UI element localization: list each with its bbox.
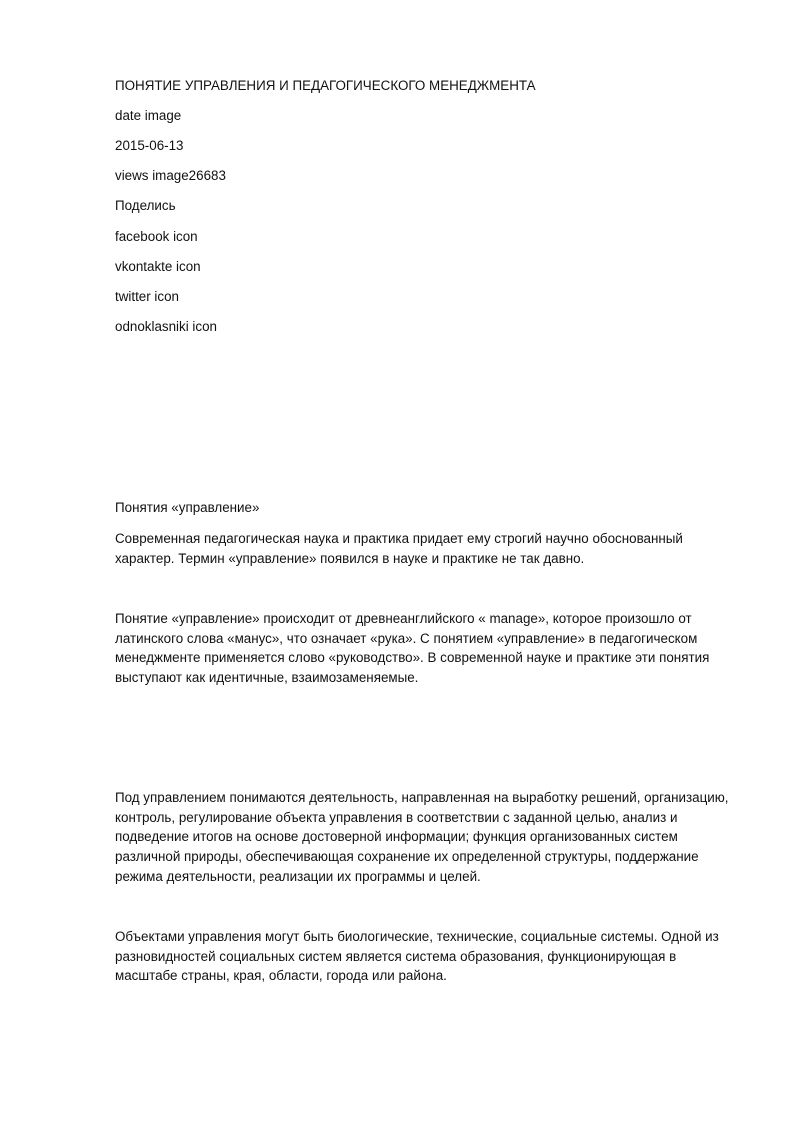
twitter-share-link[interactable]: twitter icon — [115, 289, 179, 304]
share-label: Поделись — [115, 198, 176, 213]
facebook-share-link[interactable]: facebook icon — [115, 229, 198, 244]
views-count: views image26683 — [115, 168, 226, 183]
paragraph: Современная педагогическая наука и практика придает ему строгий научно обоснованный характер. Термин «управление» появился в науке и практике не так давно. — [115, 531, 683, 566]
vkontakte-share-link[interactable]: vkontakte icon — [115, 259, 201, 274]
page-title: ПОНЯТИЕ УПРАВЛЕНИЯ И ПЕДАГОГИЧЕСКОГО МЕНЕДЖМЕНТА — [115, 78, 536, 93]
paragraph: Понятие «управление» происходит от древнеанглийского « manage», которое произошло от латинского слова «манус», что означает «рука». С понятием «управление» в педагогическом менеджменте применяется слово «руководство». В современной науке и практике эти понятия выступают как идентичные, взаимозаменяемые. — [115, 611, 710, 686]
odnoklassniki-share-link[interactable]: odnoklasniki icon — [115, 319, 217, 334]
paragraph: Под управлением понимаются деятельность, направленная на выработку решений, организацию, контроль, регулирование объекта управления в соответствии с заданной целью, анализ и подведение итогов на основе достоверной информации; функция организованных систем различной природы, обеспечивающая сохранение их определенной структуры, поддержание режима деятельности, реализации их программы и целей. — [115, 790, 729, 884]
paragraph: Объектами управления могут быть биологические, технические, социальные системы. Одной из разновидностей социальных систем является система образования, функционирующая в масштабе страны, края, области, города или района. — [115, 929, 719, 984]
date-image-label: date image — [115, 108, 182, 123]
publish-date: 2015-06-13 — [115, 138, 184, 153]
section-heading: Понятия «управление» — [115, 500, 260, 515]
